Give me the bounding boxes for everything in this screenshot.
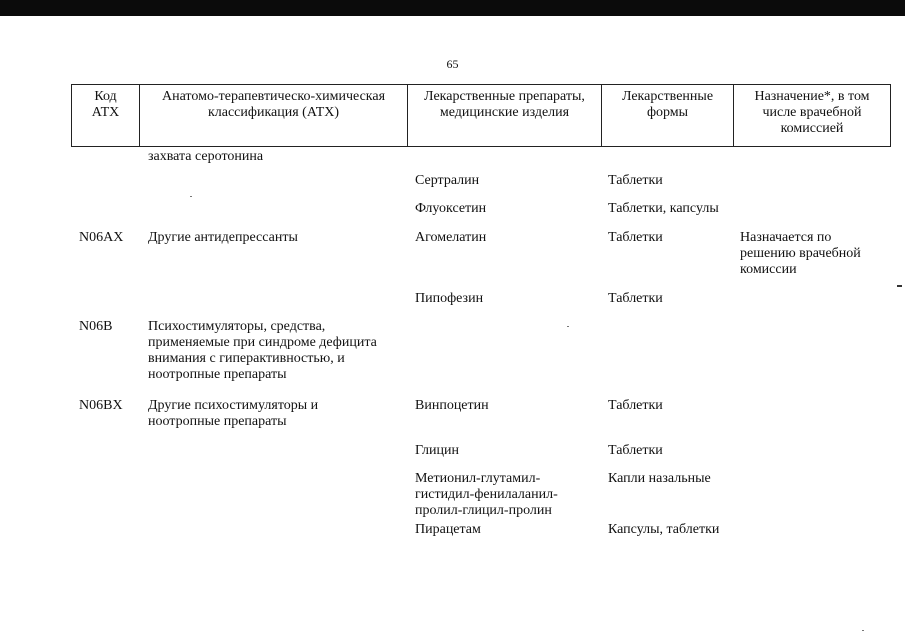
drug-cell: Метионил-глутамил- гистидил-фенилаланил- пролил-глицил-пролин [415, 471, 558, 518]
header-atc-code: Код АТХ [72, 85, 140, 146]
form-cell: Таблетки [608, 173, 663, 188]
form-cell: Таблетки, капсулы [608, 201, 719, 216]
header-drugs: Лекарственные препараты, медицинские изделия [408, 85, 602, 146]
form-cell: Капли назальные [608, 471, 711, 486]
form-cell: Капсулы, таблетки [608, 522, 720, 537]
form-cell: Таблетки [608, 230, 663, 245]
drug-cell: Пипофезин [415, 291, 484, 306]
scan-speck [897, 285, 902, 287]
scan-top-border [0, 0, 905, 16]
atc-name-cell: Другие антидепрессанты [148, 230, 298, 245]
purpose-cell: Назначается по решению врачебной комиссии [740, 230, 861, 277]
atc-name-cell: захвата серотонина [148, 149, 264, 164]
scan-speck [862, 630, 864, 631]
drug-cell: Пирацетам [415, 522, 481, 537]
drug-cell: Флуоксетин [415, 201, 487, 216]
header-atc-classification: Анатомо-терапевтическо-химическая классификация (АТХ) [140, 85, 408, 146]
drug-cell: Глицин [415, 443, 459, 458]
page-number: 65 [446, 57, 459, 71]
scan-speck [567, 326, 569, 327]
atc-name-cell: Психостимуляторы, средства, применяемые при синдроме дефицита внимания с гиперактивностью, и ноотропные препараты [148, 319, 377, 382]
form-cell: Таблетки [608, 291, 663, 306]
drug-cell: Сертралин [415, 173, 480, 188]
header-forms: Лекарственные формы [602, 85, 734, 146]
drug-cell: Винпоцетин [415, 398, 489, 413]
atc-code-cell: N06B [79, 319, 113, 334]
atc-code-cell: N06AX [79, 230, 124, 245]
drug-cell: Агомелатин [415, 230, 487, 245]
atc-name-cell: Другие психостимуляторы и ноотропные препараты [148, 398, 319, 429]
scan-speck [190, 196, 192, 197]
atc-code-cell: N06BX [79, 398, 123, 413]
header-purpose: Назначение*, в том числе врачебной комиссией [754, 89, 870, 136]
table-header [71, 84, 891, 147]
form-cell: Таблетки [608, 398, 663, 413]
form-cell: Таблетки [608, 443, 663, 458]
